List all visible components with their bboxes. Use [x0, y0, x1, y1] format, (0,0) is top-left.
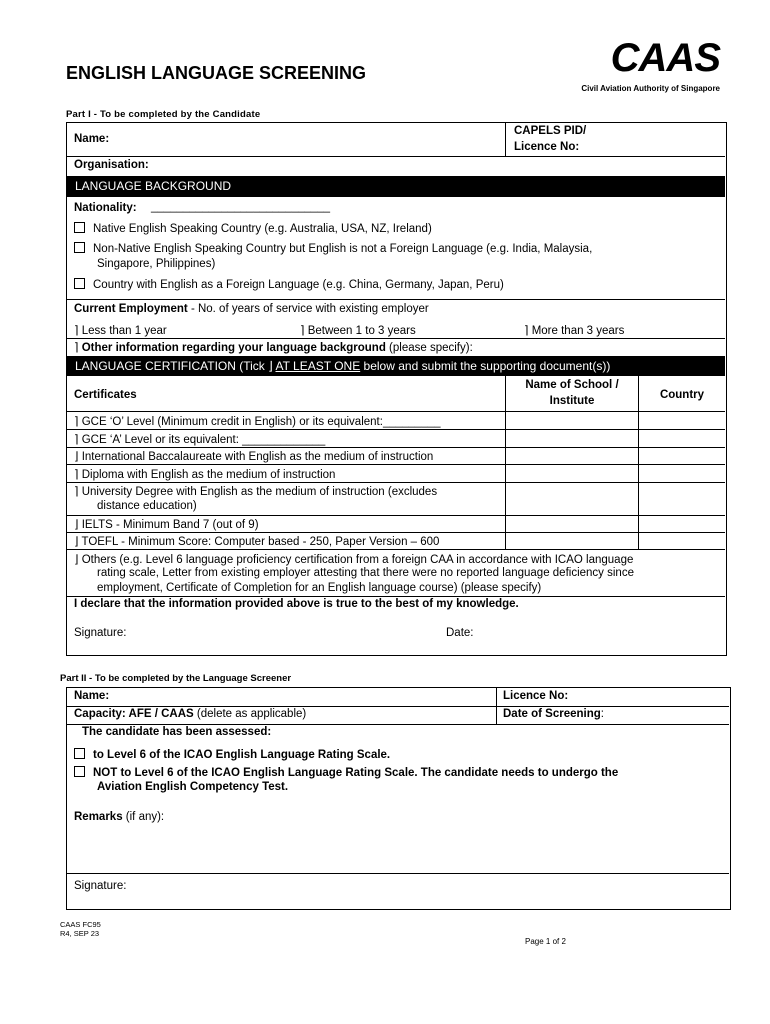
employment-option-less-1[interactable]: ⌉ Less than 1 year	[74, 325, 167, 337]
tick-box[interactable]: ⌉	[524, 325, 529, 337]
cert-row-diploma[interactable]: ⌉ Diploma with English as the medium of instruction	[74, 469, 336, 481]
remarks-label: Remarks (if any):	[74, 811, 165, 823]
employment-option-1-3[interactable]: ⌉ Between 1 to 3 years	[300, 325, 416, 337]
cert-row-toefl[interactable]: ⌋ TOEFL - Minimum Score: Computer based - 250, Paper Version – 600	[74, 536, 440, 548]
name-label: Name:	[74, 133, 110, 145]
employment-row: Current Employment - No. of years of service with existing employer	[74, 303, 429, 315]
nationality-field[interactable]: ____________________________	[151, 201, 331, 213]
checkbox-not-level6[interactable]	[74, 766, 85, 777]
language-certification-heading: LANGUAGE CERTIFICATION (Tick ⌋ AT LEAST ONE below and submit the supporting document(s))	[67, 356, 725, 376]
signature-label: Signature:	[74, 627, 127, 639]
checkbox-non-native[interactable]	[74, 242, 85, 253]
nationality-option-native[interactable]: Native English Speaking Country (e.g. Australia, USA, NZ, Ireland)	[74, 222, 432, 235]
tick-box[interactable]: ⌉	[74, 325, 79, 337]
page-number: Page 1 of 2	[525, 937, 566, 946]
checkbox-foreign[interactable]	[74, 278, 85, 289]
screener-signature-field[interactable]	[140, 876, 720, 900]
tick-box[interactable]: ⌉	[300, 325, 305, 337]
col-school-line2: Institute	[549, 395, 595, 407]
declaration-text: I declare that the information provided above is true to the best of my knowledge.	[74, 598, 519, 610]
logo-text: CAAS	[610, 36, 720, 80]
nationality-option-non-native[interactable]: Non-Native English Speaking Country but English is not a Foreign Language (e.g. India, Malaysia,	[74, 242, 592, 255]
cert-row-others[interactable]: ⌋ Others (e.g. Level 6 language proficiency certification from a foreign CAA in accordance with ICAO language	[74, 554, 634, 566]
col-school-line1: Name of School /	[525, 379, 619, 391]
date-of-screening-label: Date of Screening:	[503, 708, 604, 720]
date-label: Date:	[446, 627, 474, 639]
name-field[interactable]	[130, 126, 500, 154]
licence-field[interactable]	[580, 689, 725, 704]
col-country: Country	[659, 389, 705, 401]
assessed-option-not-level6-cont: Aviation English Competency Test.	[97, 781, 289, 793]
page-title: ENGLISH LANGUAGE SCREENING	[66, 63, 367, 83]
organisation-field[interactable]	[160, 158, 720, 174]
remarks-field[interactable]	[74, 828, 724, 872]
cert-row-gce-a[interactable]: ⌉ GCE ‘A’ Level or its equivalent: _____________	[74, 434, 326, 446]
licence-label: Licence No:	[503, 690, 569, 702]
capacity-row[interactable]: Capacity: AFE / CAAS (delete as applicable)	[74, 708, 307, 720]
screener-name-field[interactable]	[118, 689, 493, 704]
checkbox-native[interactable]	[74, 222, 85, 233]
caas-logo	[578, 36, 720, 98]
assessed-option-level6[interactable]: to Level 6 of the ICAO English Language Rating Scale.	[74, 748, 390, 761]
nationality-label: Nationality:	[74, 202, 137, 214]
cert-row-degree[interactable]: ⌉ University Degree with English as the medium of instruction (excludes	[74, 486, 438, 498]
nationality-option-foreign[interactable]: Country with English as a Foreign Language (e.g. China, Germany, Japan, Peru)	[74, 278, 504, 291]
checkbox-level6[interactable]	[74, 748, 85, 759]
date-of-screening-field[interactable]	[620, 707, 725, 722]
nationality-option-non-native-cont: Singapore, Philippines)	[97, 258, 216, 270]
screener-signature-label: Signature:	[74, 880, 127, 892]
other-info-row[interactable]: ⌉ Other information regarding your language background (please specify):	[74, 342, 473, 354]
col-certificates: Certificates	[74, 389, 137, 401]
cert-row-degree-cont: distance education)	[97, 500, 197, 512]
assessed-label: The candidate has been assessed:	[82, 726, 272, 738]
cert-row-ielts[interactable]: ⌋ IELTS - Minimum Band 7 (out of 9)	[74, 519, 259, 531]
cert-row-gce-o[interactable]: ⌉ GCE ‘O’ Level (Minimum credit in English) or its equivalent:_________	[74, 416, 441, 428]
date-field[interactable]	[482, 622, 712, 644]
part1-heading: Part I - To be completed by the Candidate	[66, 109, 261, 120]
cert-row-ib[interactable]: ⌋ International Baccalaureate with English as the medium of instruction	[74, 451, 434, 463]
assessed-option-not-level6[interactable]: NOT to Level 6 of the ICAO English Language Rating Scale. The candidate needs to undergo the	[74, 766, 618, 779]
screener-name-label: Name:	[74, 690, 110, 702]
cert-row-others-cont1: rating scale, Letter from existing employer attesting that there were no reported language deficiency since	[97, 567, 634, 579]
capels-label-line2: Licence No:	[514, 141, 580, 153]
tick-box[interactable]: ⌉	[74, 342, 79, 354]
cert-row-others-cont2: employment, Certificate of Completion for an English language course) (please specify)	[97, 582, 542, 594]
form-code: CAAS FC95 R4, SEP 23	[60, 920, 101, 938]
employment-option-more-3[interactable]: ⌉ More than 3 years	[524, 325, 625, 337]
language-background-heading: LANGUAGE BACKGROUND	[67, 176, 725, 197]
capels-field[interactable]	[590, 140, 720, 154]
organisation-label: Organisation:	[74, 159, 149, 171]
signature-field[interactable]	[140, 622, 430, 644]
logo-subtitle: Civil Aviation Authority of Singapore	[581, 84, 720, 93]
part2-heading: Part II - To be completed by the Language Screener	[60, 673, 292, 684]
capels-label-line1: CAPELS PID/	[514, 125, 587, 137]
